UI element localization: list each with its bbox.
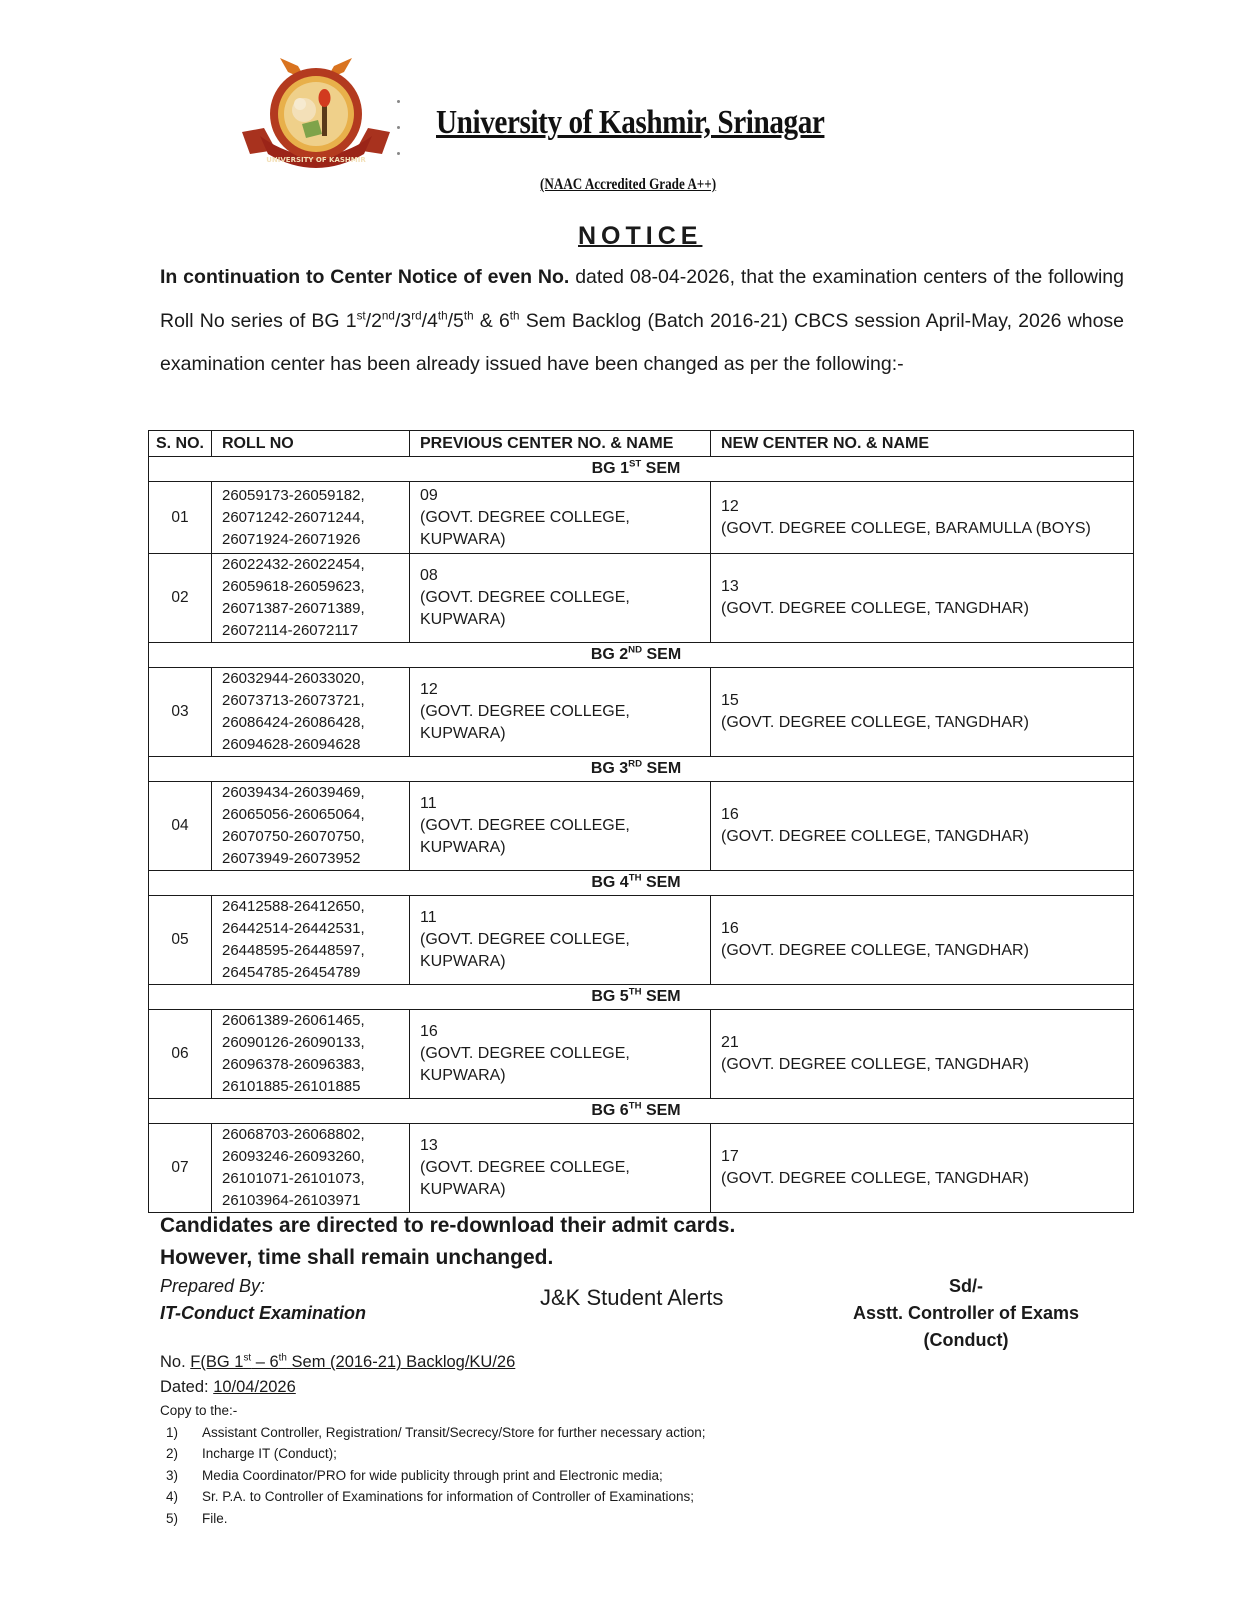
roll-number-ranges: 26068703-26068802, 26093246-26093260, 26101071-26101073, 26103964-26103971 [212,1124,410,1213]
new-center: 16 (GOVT. DEGREE COLLEGE, TANGDHAR) [711,782,1134,871]
previous-center: 16 (GOVT. DEGREE COLLEGE, KUPWARA) [410,1010,711,1099]
university-emblem-icon [236,58,396,170]
previous-center: 11 (GOVT. DEGREE COLLEGE, KUPWARA) [410,782,711,871]
semester-label: BG 1ST SEM [149,457,1134,482]
serial-number: 02 [149,554,212,643]
roll-number-ranges: 26412588-26412650, 26442514-26442531, 26448595-26448597, 26454785-26454789 [212,896,410,985]
previous-center: 09 (GOVT. DEGREE COLLEGE, KUPWARA) [410,482,711,554]
prepared-by-label: Prepared By: [160,1276,266,1296]
previous-center: 11 (GOVT. DEGREE COLLEGE, KUPWARA) [410,896,711,985]
semester-label: BG 3RD SEM [149,757,1134,782]
semester-header-row [149,757,1134,782]
prepared-by-name: IT-Conduct Examination [160,1303,367,1323]
semester-label: BG 2ND SEM [149,643,1134,668]
reference-block [160,1350,515,1400]
signatory-department: (Conduct) [923,1330,1009,1350]
table-row [149,554,1134,643]
list-item: 1) Assistant Controller, Registration/ Transit/Secrecy/Store for further necessary action; [166,1424,706,1440]
signatory-title: Asstt. Controller of Exams [852,1303,1080,1323]
serial-number: 01 [149,482,212,554]
accreditation-label: (NAAC Accredited Grade A++) [540,176,717,193]
svg-text:UNIVERSITY OF KASHMIR: UNIVERSITY OF KASHMIR [266,156,366,164]
serial-number: 06 [149,1010,212,1099]
center-change-table [148,430,1134,1213]
serial-number: 07 [149,1124,212,1213]
directive-time-unchanged: However, time shall remain unchanged. [160,1246,554,1269]
semester-header-row [149,871,1134,896]
table-row [149,1010,1134,1099]
new-center: 12 (GOVT. DEGREE COLLEGE, BARAMULLA (BOYS) [711,482,1134,554]
col-header-roll: ROLL NO [212,431,410,457]
previous-center: 08 (GOVT. DEGREE COLLEGE, KUPWARA) [410,554,711,643]
table-row [149,1124,1134,1213]
serial-number: 04 [149,782,212,871]
previous-center: 12 (GOVT. DEGREE COLLEGE, KUPWARA) [410,668,711,757]
roll-number-ranges: 26022432-26022454, 26059618-26059623, 26071387-26071389, 26072114-26072117 [212,554,410,643]
watermark-text: J&K Student Alerts [540,1285,724,1310]
roll-number-ranges: 26039434-26039469, 26065056-26065064, 26070750-26070750, 26073949-26073952 [212,782,410,871]
university-logo [236,58,396,170]
notice-heading: NOTICE [578,222,703,250]
col-header-new-center: NEW CENTER NO. & NAME [711,431,1134,457]
table-row [149,782,1134,871]
new-center: 17 (GOVT. DEGREE COLLEGE, TANGDHAR) [711,1124,1134,1213]
notice-intro-paragraph: In continuation to Center Notice of even No. dated 08-04-2026, that the examination centers of the following Roll No series of BG 1st/2nd/3rd/4th/5th & 6th Sem Backlog (Batch 2016-21) CBCS session April-May, 2026 whose examination center has been already issued have been changed as per the following:- [160,266,1125,375]
signed-mark: Sd/- [949,1276,983,1296]
new-center: 21 (GOVT. DEGREE COLLEGE, TANGDHAR) [711,1010,1134,1099]
new-center: 16 (GOVT. DEGREE COLLEGE, TANGDHAR) [711,896,1134,985]
table-row [149,482,1134,554]
serial-number: 03 [149,668,212,757]
col-header-sno: S. NO. [149,431,212,457]
serial-number: 05 [149,896,212,985]
semester-label: BG 6TH SEM [149,1099,1134,1124]
copy-to-block [160,1400,705,1529]
copy-to-label: Copy to the:- [160,1403,238,1418]
semester-label: BG 5TH SEM [149,985,1134,1010]
table-row [149,896,1134,985]
copy-to-list [160,1422,705,1530]
list-item: 5) File. [166,1510,228,1526]
dated-line: Dated: 10/04/2026 [160,1378,296,1396]
list-item: 2) Incharge IT (Conduct); [166,1446,337,1461]
table-header-row [149,431,1134,457]
directive-redownload: Candidates are directed to re-download their admit cards. [160,1214,736,1237]
roll-number-ranges: 26059173-26059182, 26071242-26071244, 26071924-26071926 [212,482,410,554]
roll-number-ranges: 26032944-26033020, 26073713-26073721, 26086424-26086428, 26094628-26094628 [212,668,410,757]
new-center: 15 (GOVT. DEGREE COLLEGE, TANGDHAR) [711,668,1134,757]
semester-label: BG 4TH SEM [149,871,1134,896]
dated-value: 10/04/2026 [213,1378,296,1396]
roll-number-ranges: 26061389-26061465, 26090126-26090133, 26096378-26096383, 26101885-26101885 [212,1010,410,1099]
intro-bold-lead: In continuation to Center Notice of even No. [160,266,570,288]
reference-number: No. F(BG 1st – 6th Sem (2016-21) Backlog/KU/26 [160,1352,516,1371]
table-row [149,668,1134,757]
signature-block [836,1273,1096,1354]
list-item: 4) Sr. P.A. to Controller of Examinations for information of Controller of Examinations; [166,1489,694,1504]
semester-header-row [149,643,1134,668]
semester-header-row [149,457,1134,482]
previous-center: 13 (GOVT. DEGREE COLLEGE, KUPWARA) [410,1124,711,1213]
university-title: University of Kashmir, Srinagar [436,104,825,141]
candidate-directive [160,1210,735,1274]
list-item: 3) Media Coordinator/PRO for wide publicity through print and Electronic media; [166,1467,663,1483]
col-header-previous-center: PREVIOUS CENTER NO. & NAME [410,431,711,457]
new-center: 13 (GOVT. DEGREE COLLEGE, TANGDHAR) [711,554,1134,643]
semester-header-row [149,1099,1134,1124]
prepared-by-block [160,1273,366,1327]
semester-header-row [149,985,1134,1010]
